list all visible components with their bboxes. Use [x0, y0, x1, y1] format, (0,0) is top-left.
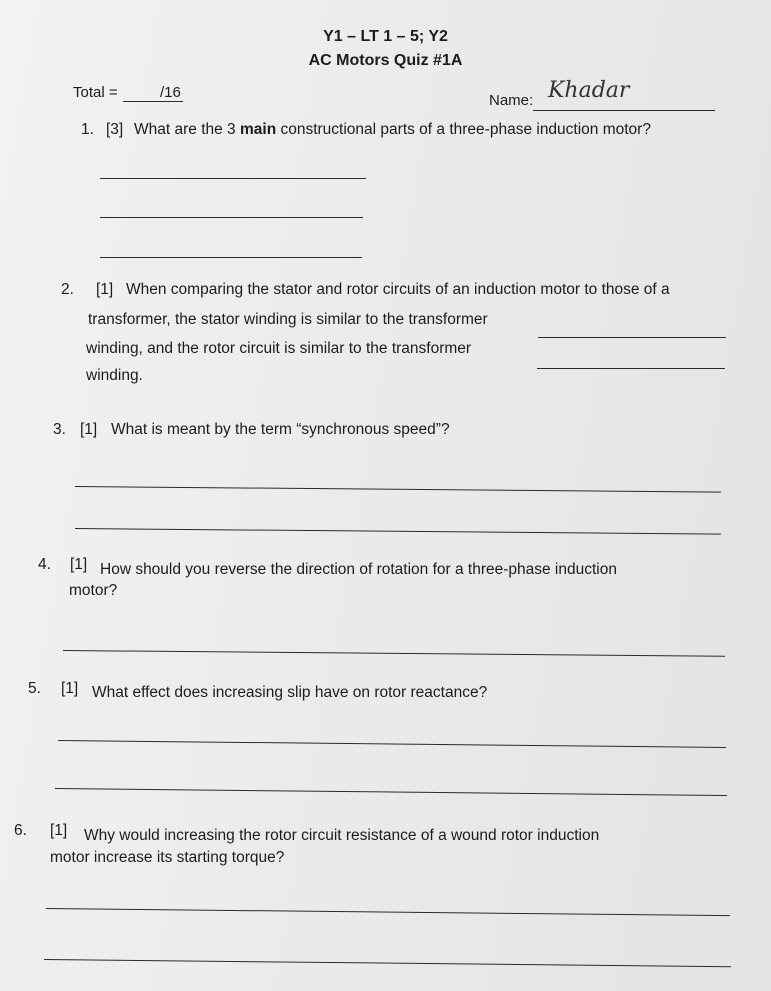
question-marks: [1]: [96, 281, 114, 298]
question-text: What are the 3 main constructional parts of a three-phase induction motor?: [134, 121, 651, 138]
question-number: 1.: [81, 121, 94, 138]
question-text: What effect does increasing slip have on rotor reactance?: [92, 684, 488, 701]
question-marks: [1]: [61, 680, 79, 697]
answer-line: [55, 788, 727, 796]
question-number: 3.: [53, 421, 66, 438]
answer-blank: [537, 368, 725, 369]
question-text: transformer, the stator winding is similar to the transformer: [88, 311, 488, 328]
answer-line: [46, 908, 730, 916]
course-code: Y1 – LT 1 – 5; Y2: [323, 28, 448, 45]
question-text: How should you reverse the direction of rotation for a three-phase induction: [100, 561, 617, 578]
question-number: 2.: [61, 281, 74, 298]
question-text: motor increase its starting torque?: [50, 849, 285, 866]
question-number: 4.: [38, 556, 51, 573]
answer-line: [100, 178, 366, 179]
answer-blank: [538, 337, 726, 338]
handwritten-name: Khadar: [548, 78, 630, 103]
question-text: winding, and the rotor circuit is similar to the transformer: [86, 340, 472, 357]
name-label: Name:: [489, 92, 534, 109]
answer-line: [58, 740, 726, 748]
total-score: /16: [160, 84, 181, 101]
answer-line: [63, 650, 725, 657]
answer-line: [44, 959, 731, 967]
answer-line: [100, 257, 362, 258]
question-text: winding.: [86, 367, 143, 384]
question-text: Why would increasing the rotor circuit resistance of a wound rotor induction: [84, 827, 600, 844]
question-number: 6.: [14, 822, 27, 839]
quiz-title: AC Motors Quiz #1A: [308, 52, 463, 69]
question-number: 5.: [28, 680, 41, 697]
question-text: When comparing the stator and rotor circuits of an induction motor to those of a: [126, 281, 670, 298]
question-marks: [1]: [80, 421, 98, 438]
question-text: What is meant by the term “synchronous speed”?: [111, 421, 450, 438]
total-score-blank: [123, 101, 183, 102]
question-marks: [1]: [50, 822, 68, 839]
question-marks: [3]: [106, 121, 124, 138]
answer-line: [75, 486, 721, 493]
answer-line: [100, 217, 363, 218]
total-label: Total =: [73, 84, 118, 101]
question-text: motor?: [69, 582, 118, 599]
name-blank: [533, 110, 715, 111]
question-marks: [1]: [70, 556, 88, 573]
answer-line: [75, 528, 721, 535]
